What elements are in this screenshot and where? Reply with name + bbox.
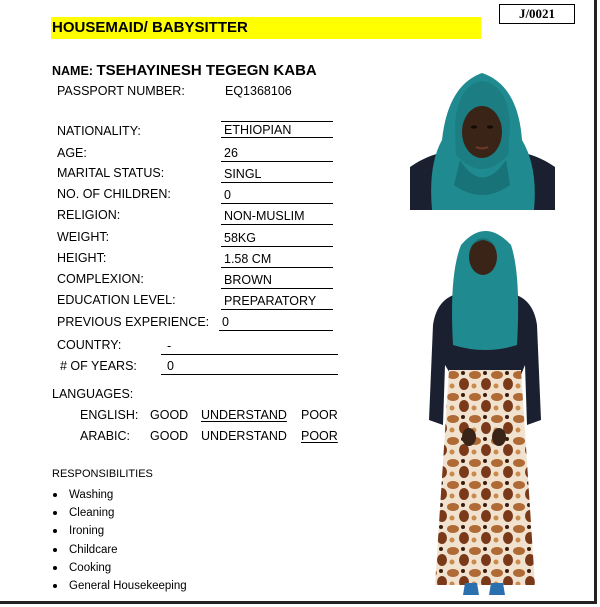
responsibility-text: Childcare: [69, 543, 118, 556]
country-value: -: [161, 338, 338, 355]
list-item: [52, 541, 187, 559]
full-body-photo: [425, 215, 543, 600]
bullet-icon: [53, 529, 57, 533]
language-row-arabic: [80, 429, 130, 443]
document-title: HOUSEMAID/ BABYSITTER: [51, 17, 481, 39]
religion-value: NON-MUSLIM: [221, 208, 333, 225]
list-item: [52, 486, 187, 504]
list-item: [52, 577, 187, 595]
applicant-name-row: [52, 62, 317, 79]
children-label: NO. OF CHILDREN:: [57, 187, 171, 201]
children-value: 0: [221, 187, 333, 204]
bullet-icon: [53, 566, 57, 570]
education-label: EDUCATION LEVEL:: [57, 293, 176, 307]
portrait-illustration: [410, 55, 555, 210]
name-label: NAME:: [52, 64, 93, 78]
weight-label: WEIGHT:: [57, 230, 110, 244]
years-label: # OF YEARS:: [60, 359, 137, 373]
years-value: 0: [161, 358, 338, 375]
nationality-value: ETHIOPIAN: [221, 121, 333, 138]
bullet-icon: [53, 584, 57, 588]
age-label: AGE:: [57, 146, 87, 160]
passport-number: EQ1368106: [225, 84, 292, 98]
list-item: [52, 559, 187, 577]
arabic-understand: UNDERSTAND: [201, 429, 287, 443]
responsibility-text: Ironing: [69, 525, 105, 538]
complexion-value: BROWN: [221, 272, 333, 289]
bullet-icon: [53, 511, 57, 515]
language-row-english: [80, 408, 138, 422]
height-value: 1.58 CM: [221, 251, 333, 268]
experience-value: 0: [219, 314, 333, 331]
full-body-illustration: [425, 215, 543, 600]
responsibility-text: Cleaning: [69, 507, 115, 520]
responsibility-text: General Housekeeping: [69, 580, 187, 593]
list-item: [52, 504, 187, 522]
responsibility-text: Washing: [69, 489, 114, 502]
language-name: ARABIC:: [80, 429, 131, 443]
religion-label: RELIGION:: [57, 208, 121, 222]
complexion-label: COMPLEXION:: [57, 272, 144, 286]
portrait-photo: [410, 55, 555, 210]
education-value: PREPARATORY: [221, 293, 333, 310]
nationality-label: NATIONALITY:: [57, 124, 141, 138]
weight-value: 58KG: [221, 230, 333, 247]
english-poor: POOR: [301, 408, 338, 422]
experience-label: PREVIOUS EXPERIENCE:: [57, 315, 210, 329]
responsibility-text: Cooking: [69, 561, 112, 574]
country-label: COUNTRY:: [57, 338, 122, 352]
marital-status-label: MARITAL STATUS:: [57, 166, 165, 180]
list-item: [52, 522, 187, 540]
height-label: HEIGHT:: [57, 251, 107, 265]
english-understand-selected: UNDERSTAND: [201, 408, 287, 422]
age-value: 26: [221, 145, 333, 162]
arabic-good: GOOD: [150, 429, 189, 443]
arabic-poor-selected: POOR: [301, 429, 338, 443]
responsibilities-header: RESPONSIBILITIES: [52, 468, 153, 480]
passport-label: PASSPORT NUMBER:: [57, 84, 185, 98]
language-name: ENGLISH:: [80, 408, 139, 422]
marital-status-value: SINGL: [221, 166, 333, 183]
english-good: GOOD: [150, 408, 189, 422]
applicant-name: TSEHAYINESH TEGEGN KABA: [96, 62, 317, 79]
bullet-icon: [53, 548, 57, 552]
languages-header: LANGUAGES:: [52, 387, 134, 401]
responsibilities-list: [52, 486, 187, 595]
bullet-icon: [53, 493, 57, 497]
reference-code: J/0021: [499, 4, 575, 24]
